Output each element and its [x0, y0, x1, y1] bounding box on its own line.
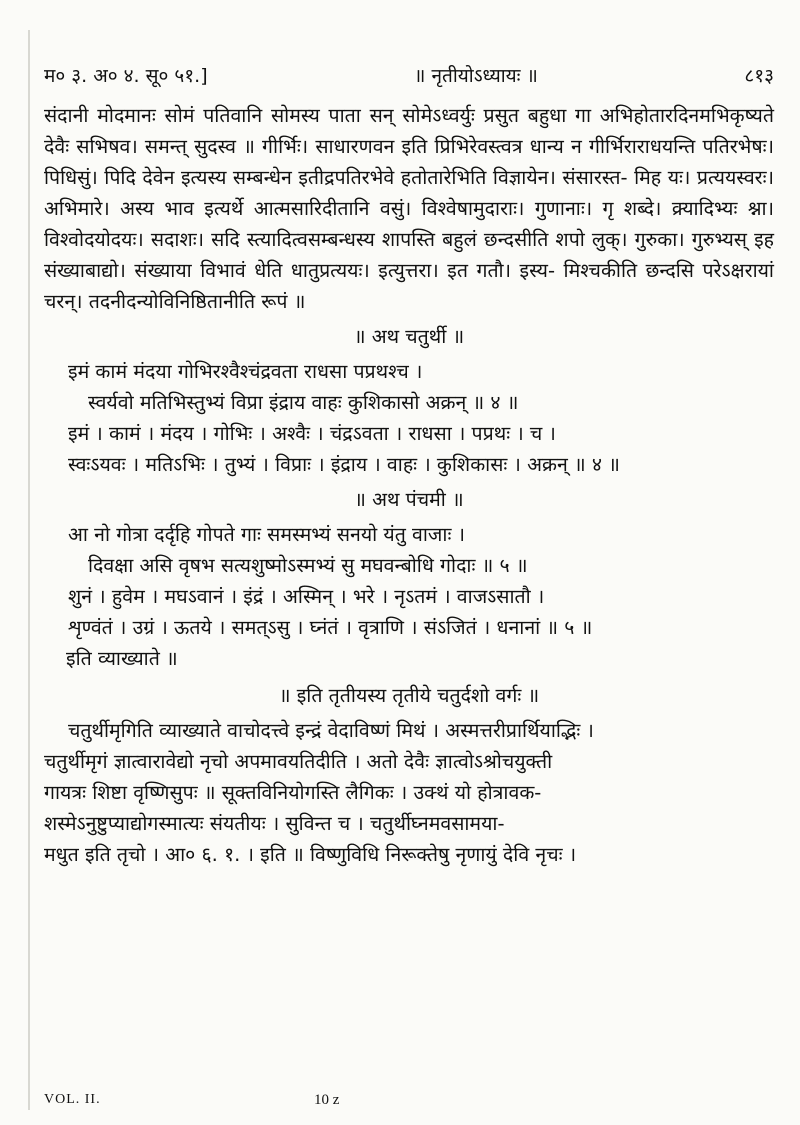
commentary-line-1: चतुर्थीमृगिति व्याख्याते वाचोदत्त्वे इन्द्रं वेदाविष्णं मिथं । अस्मत्तरीप्रार्थियाद्भिः ।: [68, 719, 594, 742]
verse-5-line-1: आ नो गोत्रा दर्दृहि गोपते गाः समस्मभ्यं सनयो यंतु वाजाः ।: [68, 523, 465, 546]
commentary-title: ॥ इति तृतीयस्य तृतीये चतुर्दशो वर्गः ॥: [278, 684, 540, 707]
verse-4-pada-2: स्वःऽयवः । मतिऽभिः । तुभ्यं । विप्राः । इंद्राय । वाहः । कुशिकासः । अक्रन् ॥ ४ ॥: [68, 453, 620, 476]
verse-4-pada-1: इमं । कामं । मंदय । गोभिः । अश्वैः । चंद्रऽवता । राधसा । पप्रथः । च ।: [68, 422, 556, 445]
heading-verse-4: ॥ अथ चतुर्थी ॥: [353, 325, 465, 348]
verse-5-pada-1: शुनं । हुवेम । मघऽवानं । इंद्रं । अस्मिन् । भरे । नृऽतमं । वाजऽसातौ ।: [68, 585, 545, 608]
commentary-line-2: चतुर्थीमृगं ज्ञात्वारावेद्यो नृचो अपमावयतिदीति । अतो देवैः ज्ञात्वोऽश्रोचयुक्ती: [44, 750, 553, 773]
header-center: ॥ नृतीयोऽध्यायः ॥: [414, 65, 538, 87]
page: [44, 62, 774, 870]
commentary-paragraph: संदानी मोदमानः सोमं पतिवानि सोमस्य पाता सन् सोमेऽध्वर्युः प्रसुत बहुधा गा अभिहोतारदिनमभिकृष्यते देवैः सभिषव। समन्त् सुदस्व ॥ गीर्भिः। साधारणवन इति प्रिभिरेवस्त्वत्र धान्य न गीर्भिराराधयन्ति पतिरभेषः। पिधिसुं। पिदि देवेन इत्यस्य सम्बन्धेन इतीद्रपतिरभेवे हतोतारेभिति विज्ञायेन। संसारस्त- मिह यः। प्रत्ययस्वरः। अभिमारे। अस्य भाव इत्यर्थे आत्मसारिदीतानि वसुं। विश्वेषामुदाराः। गुणानाः। गृ शब्दे। क्र्यादिभ्यः श्ना। विश्वोदयोदयः। सदाशः। सदि स्त्यादित्वसम्बन्धस्य शापस्ति बहुलं छन्दसीति शपो लुक्। गुरुका। गुरुभ्यस् इह संख्याबाद्यो। संख्याया विभावं धेति धातुप्रत्ययः। इत्युत्तरा। इत गतौ। इस्य- मिश्चकीति छन्दसि परेऽक्षरायां चरन्। तदनीदन्योविनिष्ठितानीति रूपं ॥: [44, 104, 774, 313]
volume-label: VOL. II.: [44, 1092, 101, 1107]
page-edge-shadow: [28, 30, 30, 1110]
verse-4-line-1: इमं कामं मंदया गोभिरश्वैश्चंद्रवता राधसा पप्रथश्च ।: [68, 360, 423, 383]
verse-5-note: इति व्याख्याते ॥: [66, 647, 178, 670]
commentary-line-4: शस्मेऽनुष्टुप्याद्योगस्मात्यः संयतीयः । सुविन्त च । चतुर्थीघ्नमवसामया-: [44, 812, 505, 835]
signature-mark: 10 z: [314, 1092, 340, 1108]
page-number: ८१३: [744, 65, 774, 87]
running-head: [44, 62, 774, 88]
verse-4-line-2: स्वर्यवो मतिभिस्तुभ्यं विप्रा इंद्राय वाहः कुशिकासो अक्रन् ॥ ४ ॥: [88, 391, 519, 414]
verse-5-pada-2: शृण्वंतं । उग्रं । ऊतये । समत्ऽसु । घ्नंतं । वृत्राणि । संऽजितं । धनानां ॥ ५ ॥: [68, 616, 593, 639]
heading-verse-5: ॥ अथ पंचमी ॥: [354, 488, 464, 511]
page-footer: [44, 1092, 774, 1109]
commentary-line-3: गायत्रः शिष्टा वृष्णिसुपः ॥ सूक्तविनियोगस्ति लैगिकः । उक्थं यो होत्रावक-: [44, 781, 542, 804]
verse-5-line-2: दिवक्षा असि वृषभ सत्यशुष्मोऽस्मभ्यं सु मघवन्बोधि गोदाः ॥ ५ ॥: [88, 554, 528, 577]
commentary-line-5: मधुत इति तृचो । आ० ६. १. । इति ॥ विष्णुविधि निरूक्तेषु नृणायुं देवि नृचः ।: [44, 843, 577, 866]
header-left: म० ३. अ० ४. सू० ५१.]: [44, 65, 208, 87]
